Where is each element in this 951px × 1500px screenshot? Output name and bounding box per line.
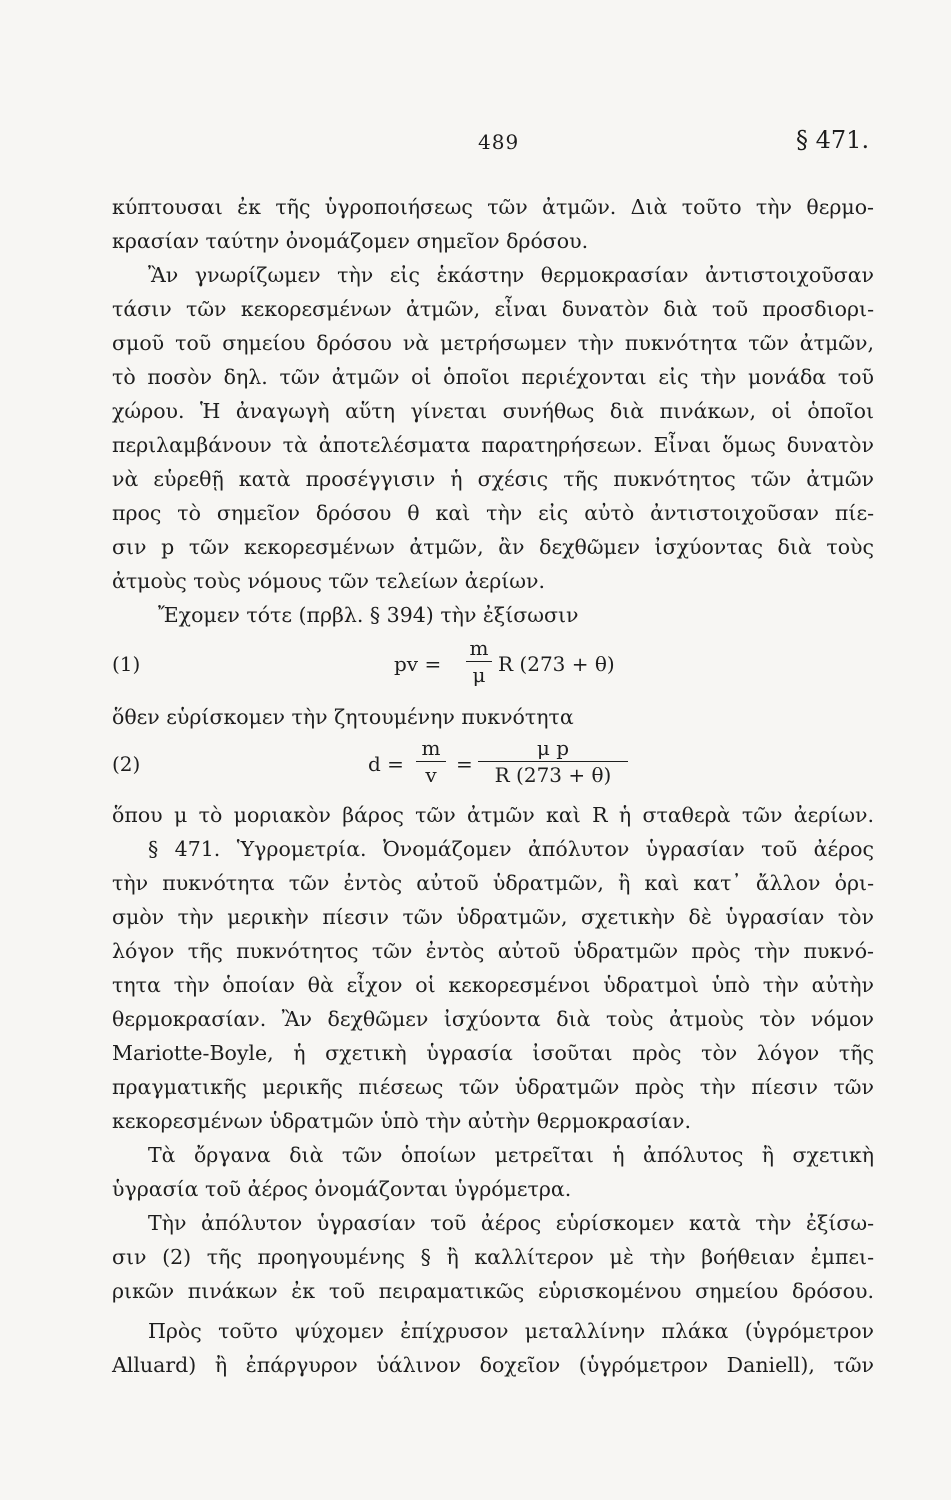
- text-line: ἀτμοὺς τοὺς νόμους τῶν τελείων ἀερίων.: [112, 569, 545, 593]
- text-line: σμοῦ τοῦ σημείου δρόσου νὰ μετρήσωμεν τὴν πυκνότητα τῶν ἀτμῶν,: [112, 331, 874, 355]
- text-line: ὅθεν εὑρίσκομεν τὴν ζητουμένην πυκνότητα: [112, 705, 574, 729]
- text-line: πραγματικῆς μερικῆς πιέσεως τῶν ὑδρατμῶν πρὸς τὴν πίεσιν τῶν: [112, 1075, 874, 1099]
- text-line: νὰ εὑρεθῇ κατὰ προσέγγισιν ἡ σχέσις τῆς πυκνότητος τῶν ἀτμῶν: [112, 467, 874, 491]
- text-line: Alluard) ἢ ἐπάργυρον ὑάλινον δοχεῖον (ὑγρόμετρον Daniell), τῶν: [112, 1353, 874, 1377]
- text-line: § 471. Ὑγρομετρία. Ὀνομάζομεν ἀπόλυτον ὑγρασίαν τοῦ ἀέρος: [148, 837, 874, 861]
- text-line: Ἂν γνωρίζωμεν τὴν εἰς ἑκάστην θερμοκρασίαν ἀντιστοιχοῦσαν: [148, 263, 874, 287]
- fraction-numerator: m: [466, 636, 492, 662]
- text-line: Ἔχομεν τότε (πρβλ. § 394) τὴν ἐξίσωσιν: [158, 603, 579, 627]
- text-line: Mariotte-Boyle, ἡ σχετικὴ ὑγρασία ἰσοῦται πρὸς τὸν λόγον τῆς: [112, 1041, 874, 1065]
- text-line: θερμοκρασίαν. Ἂν δεχθῶμεν ἰσχύοντα διὰ τοὺς ἀτμοὺς τὸν νόμον: [112, 1007, 874, 1031]
- text-line: ὑγρασία τοῦ ἀέρος ὀνομάζονται ὑγρόμετρα.: [112, 1177, 572, 1201]
- text-line: κεκορεσμένων ὑδρατμῶν ὑπὸ τὴν αὐτὴν θερμοκρασίαν.: [112, 1109, 691, 1133]
- text-line: σιν (2) τῆς προηγουμένης § ἢ καλλίτερον μὲ τὴν βοήθειαν ἐμπει-: [112, 1245, 874, 1269]
- text-line: σιν p τῶν κεκορεσμένων ἀτμῶν, ἂν δεχθῶμεν ἰσχύοντας διὰ τοὺς: [112, 535, 874, 559]
- fraction-denominator: v: [425, 763, 437, 787]
- text-line: λόγον τῆς πυκνότητος τῶν ἐντὸς αὐτοῦ ὑδρατμῶν πρὸς τὴν πυκνό-: [112, 939, 874, 963]
- text-line: τὴν πυκνότητα τῶν ἐντὸς αὐτοῦ ὑδρατμῶν, ἢ καὶ κατ᾽ ἄλλον ὁρι-: [112, 871, 874, 895]
- fraction-numerator: m: [416, 736, 446, 762]
- text-line: τὸ ποσὸν δηλ. τῶν ἀτμῶν οἱ ὁποῖοι περιέχονται εἰς τὴν μονάδα τοῦ: [112, 365, 874, 389]
- fraction-denominator: R (273 + θ): [494, 763, 612, 787]
- equation-1: [112, 630, 874, 700]
- text-line: τητα τὴν ὁποίαν θὰ εἶχον οἱ κεκορεσμένοι ὑδρατμοὶ ὑπὸ τὴν αὐτὴν: [112, 973, 874, 997]
- section-marker: § 471.: [796, 126, 870, 154]
- equation-fraction: [478, 736, 628, 787]
- equation-equals: =: [456, 752, 473, 776]
- text-line: ρικῶν πινάκων ἐκ τοῦ πειραματικῶς εὑρισκομένου σημείου δρόσου.: [112, 1279, 874, 1303]
- text-line: Τὴν ἀπόλυτον ὑγρασίαν τοῦ ἀέρος εὑρίσκομεν κατὰ τὴν ἐξίσω-: [148, 1211, 874, 1235]
- page-number: 489: [478, 130, 520, 154]
- text-line: προς τὸ σημεῖον δρόσου θ καὶ τὴν εἰς αὐτὸ ἀντιστοιχοῦσαν πίε-: [112, 501, 874, 525]
- equation-lhs: pv =: [394, 652, 442, 676]
- text-line: Πρὸς τοῦτο ψύχομεν ἐπίχρυσον μεταλλίνην πλάκα (ὑγρόμετρον: [148, 1319, 874, 1343]
- equation-fraction: [466, 636, 492, 687]
- equation-fraction: [416, 736, 446, 787]
- equation-rhs: R (273 + θ): [498, 652, 615, 676]
- text-line: τάσιν τῶν κεκορεσμένων ἀτμῶν, εἶναι δυνατὸν διὰ τοῦ προσδιορι-: [112, 297, 874, 321]
- fraction-numerator: μ p: [478, 736, 628, 762]
- page-header: [0, 122, 951, 162]
- equation-lhs: d =: [368, 752, 404, 776]
- fraction-denominator: μ: [472, 663, 486, 687]
- text-line: ὅπου μ τὸ μοριακὸν βάρος τῶν ἀτμῶν καὶ R ἡ σταθερὰ τῶν ἀερίων.: [112, 803, 874, 827]
- text-line: περιλαμβάνουν τὰ ἀποτελέσματα παρατηρήσεων. Εἶναι ὅμως δυνατὸν: [112, 433, 874, 457]
- text-line: κρασίαν ταύτην ὀνομάζομεν σημεῖον δρόσου.: [112, 229, 589, 253]
- equation-label: (2): [112, 752, 141, 776]
- text-line: σμὸν τὴν μερικὴν πίεσιν τῶν ὑδρατμῶν, σχετικὴν δὲ ὑγρασίαν τὸν: [112, 905, 874, 929]
- equation-label: (1): [112, 652, 141, 676]
- equation-2: [112, 732, 874, 796]
- text-line: χώρου. Ἡ ἀναγωγὴ αὕτη γίνεται συνήθως διὰ πινάκων, οἱ ὁποῖοι: [112, 399, 874, 423]
- text-line: Τὰ ὄργανα διὰ τῶν ὁποίων μετρεῖται ἡ ἀπόλυτος ἢ σχετικὴ: [148, 1143, 874, 1167]
- text-line: κύπτουσαι ἐκ τῆς ὑγροποιήσεως τῶν ἀτμῶν. Διὰ τοῦτο τὴν θερμο-: [112, 195, 874, 219]
